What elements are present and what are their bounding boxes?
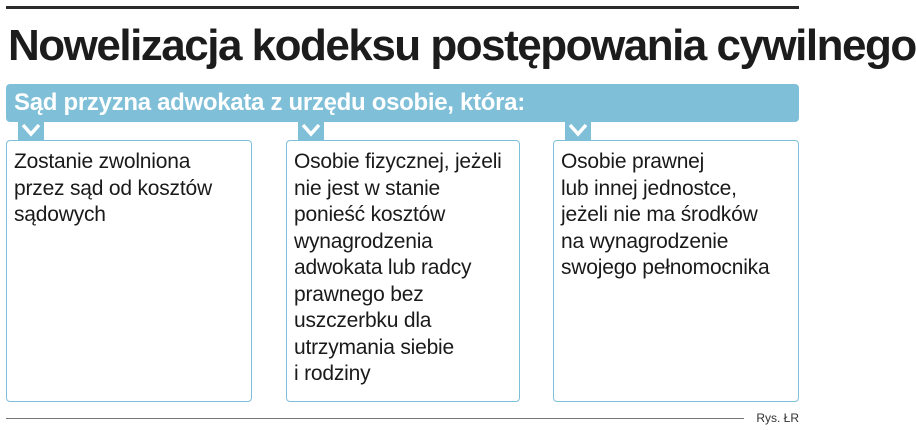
top-rule: [6, 6, 799, 9]
condition-box-legal-person: [553, 140, 799, 402]
chevron-down-icon: [565, 122, 591, 140]
condition-text: Zostanie zwolniona przez sąd od kosztów sądowych: [14, 150, 212, 226]
banner-text: Sąd przyzna adwokata z urzędu osobie, która:: [14, 89, 525, 116]
chevron-down-icon: [18, 122, 44, 140]
bottom-rule: [6, 418, 744, 419]
chevron-down-icon: [298, 122, 324, 140]
banner: [6, 84, 799, 122]
condition-text: Osobie prawnej lub innej jednostce, jeżeli nie ma środków na wynagrodzenie swojego pełnomocnika: [561, 150, 770, 279]
condition-box-court-exemption: [6, 140, 252, 402]
credit-text: Rys. ŁR: [756, 411, 799, 425]
condition-box-natural-person: [286, 140, 520, 402]
diagram-title: Nowelizacja kodeksu postępowania cywilnego: [8, 21, 916, 70]
condition-text: Osobie fizycznej, jeżeli nie jest w stanie ponieść kosztów wynagrodzenia adwokata lub radcy prawnego bez uszczerbku dla utrzymania siebie i rodziny: [294, 150, 502, 385]
